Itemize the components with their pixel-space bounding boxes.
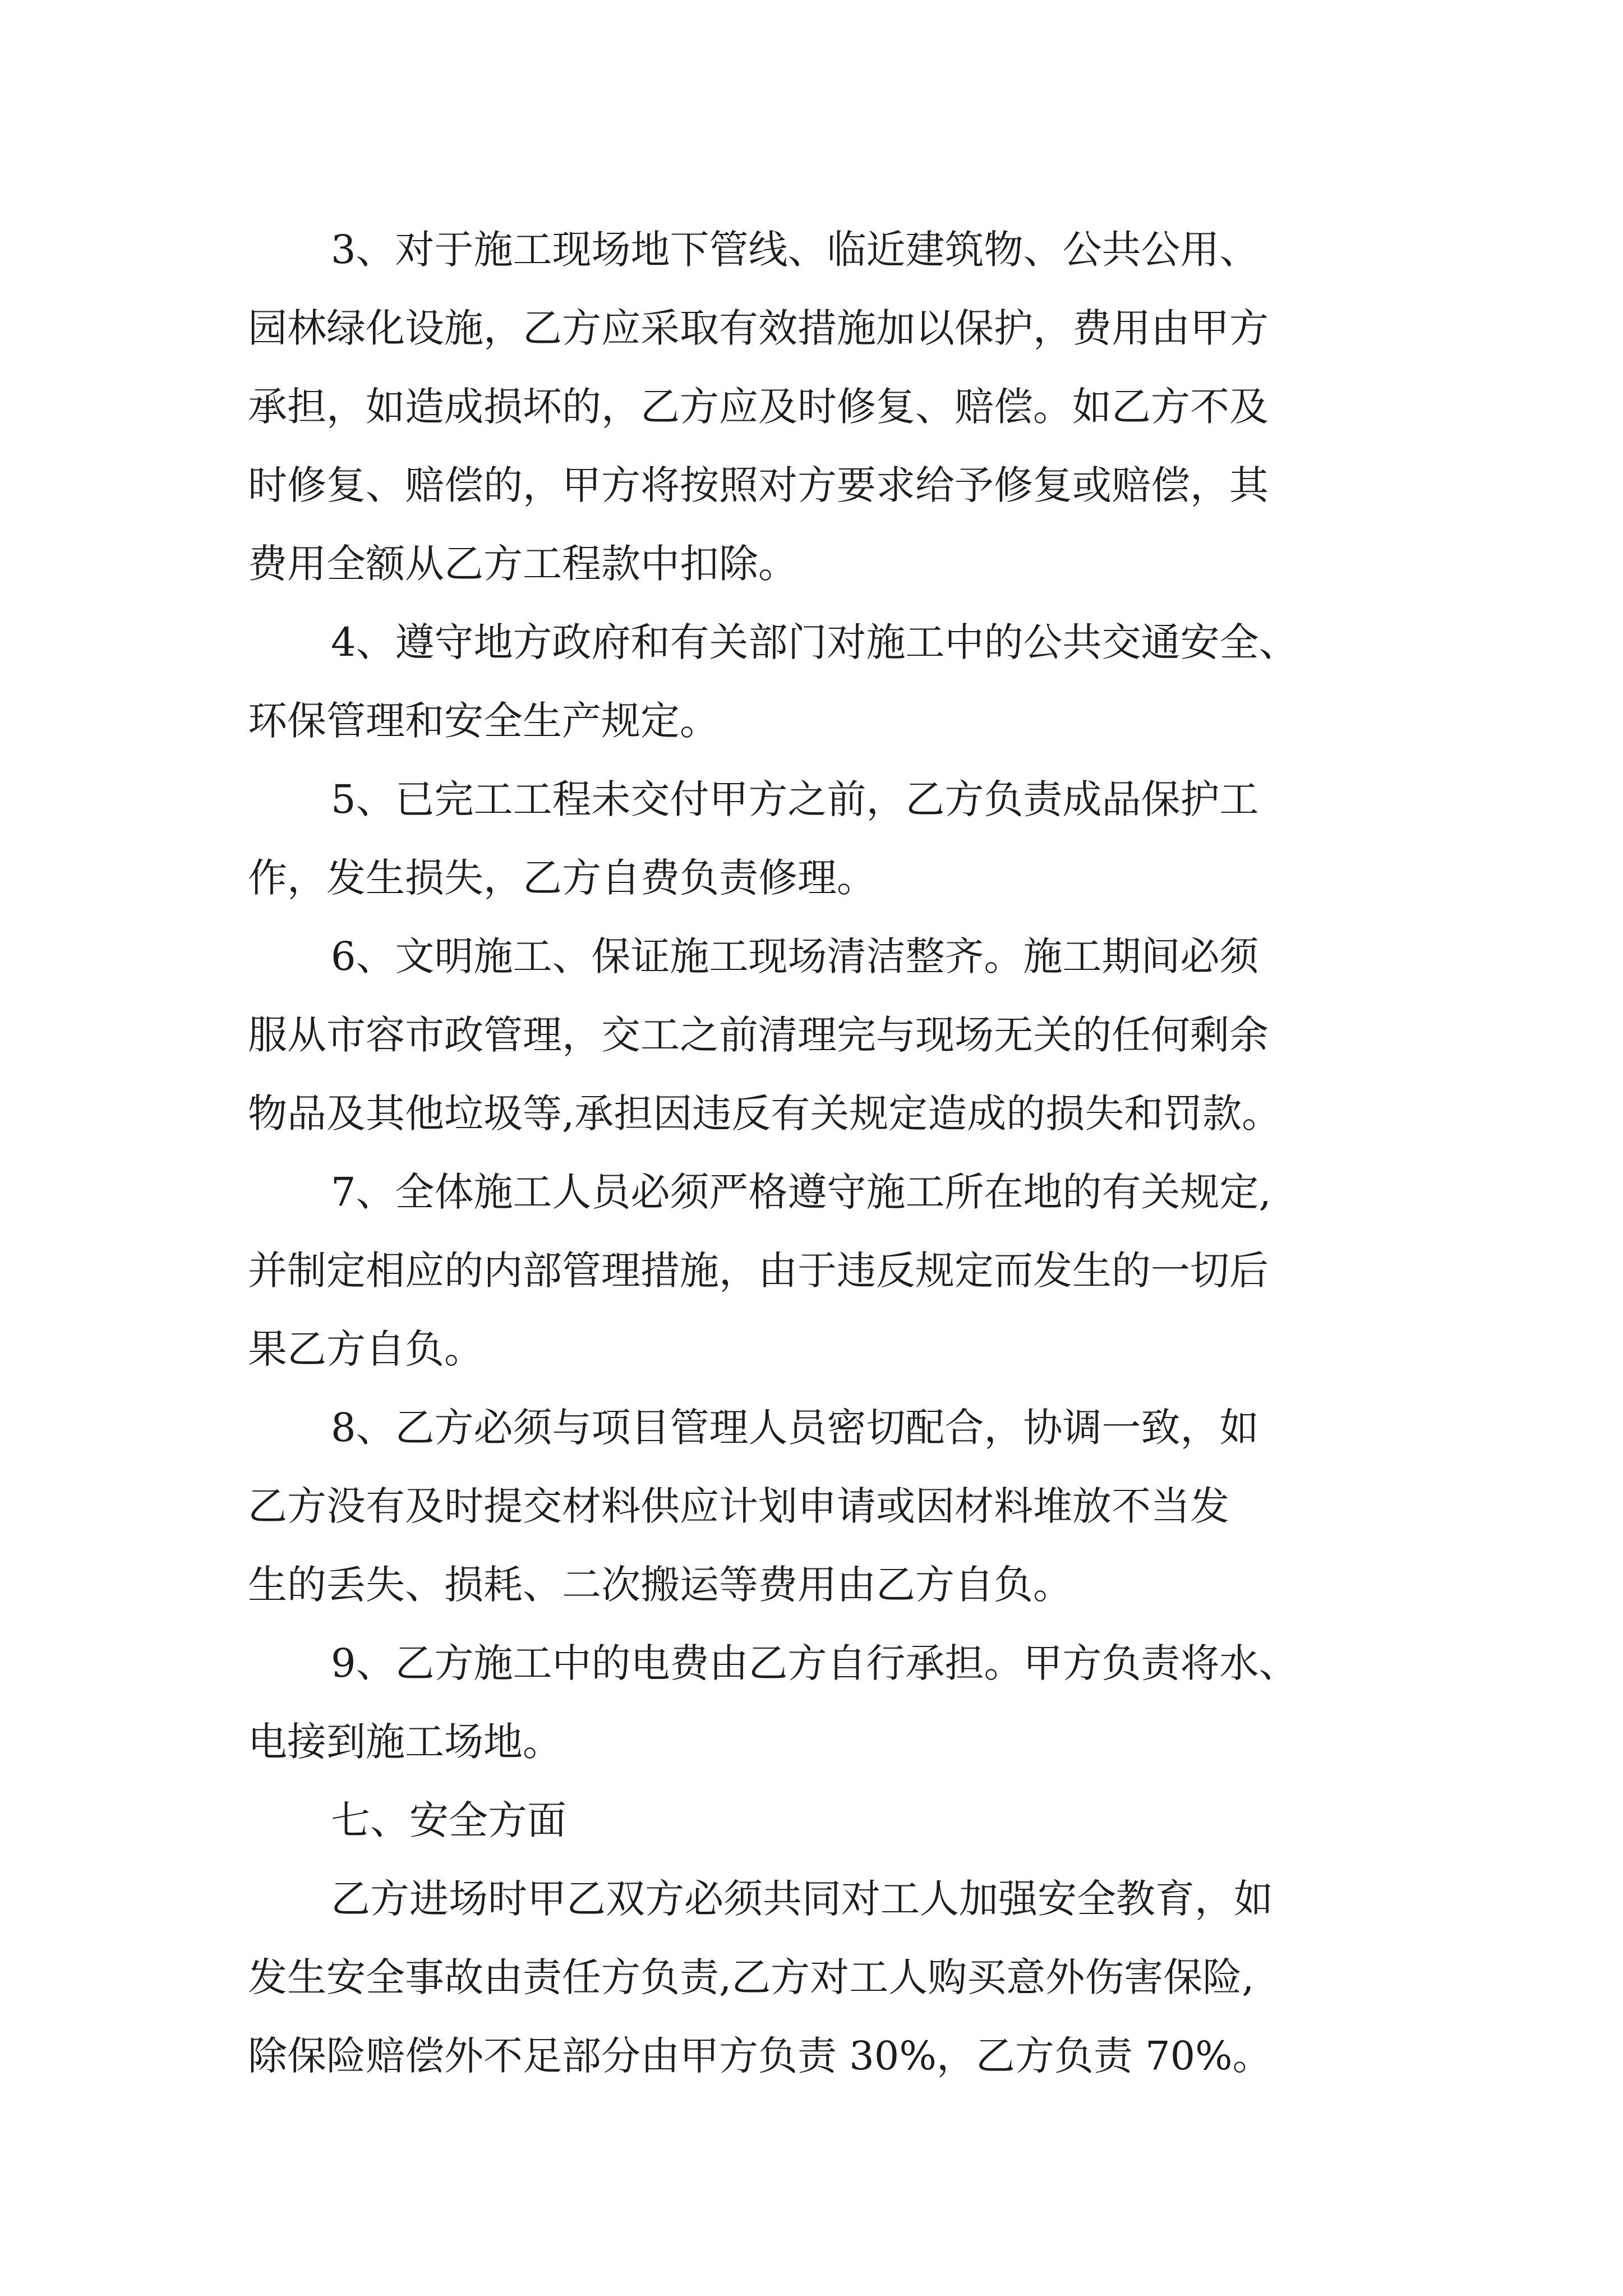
text-line: 电接到施工场地。 xyxy=(248,1719,562,1765)
text-line: 乙方进场时甲乙双方必须共同对工人加强安全教育，如 xyxy=(331,1876,1273,1922)
clause-4-paragraph xyxy=(248,603,1414,760)
text-line: 发生安全事故由责任方负责,乙方对工人购买意外伤害保险, xyxy=(248,1954,1255,2000)
text-line: 3、对于施工现场地下管线、临近建筑物、公共公用、 xyxy=(331,227,1259,273)
text-line: 4、遵守地方政府和有关部门对施工中的公共交通安全、 xyxy=(331,619,1298,665)
text-line: 承担，如造成损坏的，乙方应及时修复、赔偿。如乙方不及 xyxy=(248,384,1269,430)
clause-5-paragraph xyxy=(248,760,1414,917)
text-line: 服从市容市政管理，交工之前清理完与现场无关的任何剩余 xyxy=(248,1012,1269,1058)
text-line: 作，发生损失，乙方自费负责修理。 xyxy=(248,855,876,901)
safety-paragraph xyxy=(248,1860,1414,2095)
text-line: 环保管理和安全生产规定。 xyxy=(248,698,719,744)
section-heading-text: 七、安全方面 xyxy=(331,1797,566,1843)
text-line: 物品及其他垃圾等,承担因违反有关规定造成的损失和罚款。 xyxy=(248,1091,1281,1137)
clause-8-paragraph xyxy=(248,1388,1414,1624)
clause-6-paragraph xyxy=(248,917,1414,1153)
text-line: 除保险赔偿外不足部分由甲方负责 30%，乙方负责 70%。 xyxy=(248,2033,1272,2079)
clause-9-paragraph xyxy=(248,1624,1414,1781)
text-line: 8、乙方必须与项目管理人员密切配合，协调一致，如 xyxy=(331,1405,1259,1451)
text-line: 费用全额从乙方工程款中扣除。 xyxy=(248,541,797,587)
document-body xyxy=(248,210,1414,2095)
text-line: 园林绿化设施，乙方应采取有效措施加以保护，费用由甲方 xyxy=(248,305,1269,351)
text-line: 生的丢失、损耗、二次搬运等费用由乙方自负。 xyxy=(248,1562,1072,1608)
text-line: 6、文明施工、保证施工现场清洁整齐。施工期间必须 xyxy=(331,933,1259,979)
text-line: 并制定相应的内部管理措施，由于违反规定而发生的一切后 xyxy=(248,1248,1269,1294)
text-line: 乙方没有及时提交材料供应计划申请或因材料堆放不当发 xyxy=(248,1483,1229,1529)
section-heading xyxy=(248,1781,1414,1860)
clause-7-paragraph xyxy=(248,1153,1414,1388)
text-line: 5、已完工工程未交付甲方之前，乙方负责成品保护工 xyxy=(331,776,1259,822)
text-line: 时修复、赔偿的，甲方将按照对方要求给予修复或赔偿，其 xyxy=(248,462,1269,508)
text-line: 7、全体施工人员必须严格遵守施工所在地的有关规定, xyxy=(331,1169,1271,1215)
clause-3-paragraph xyxy=(248,210,1414,603)
text-line: 9、乙方施工中的电费由乙方自行承担。甲方负责将水、 xyxy=(331,1640,1298,1686)
text-line: 果乙方自负。 xyxy=(248,1326,483,1372)
